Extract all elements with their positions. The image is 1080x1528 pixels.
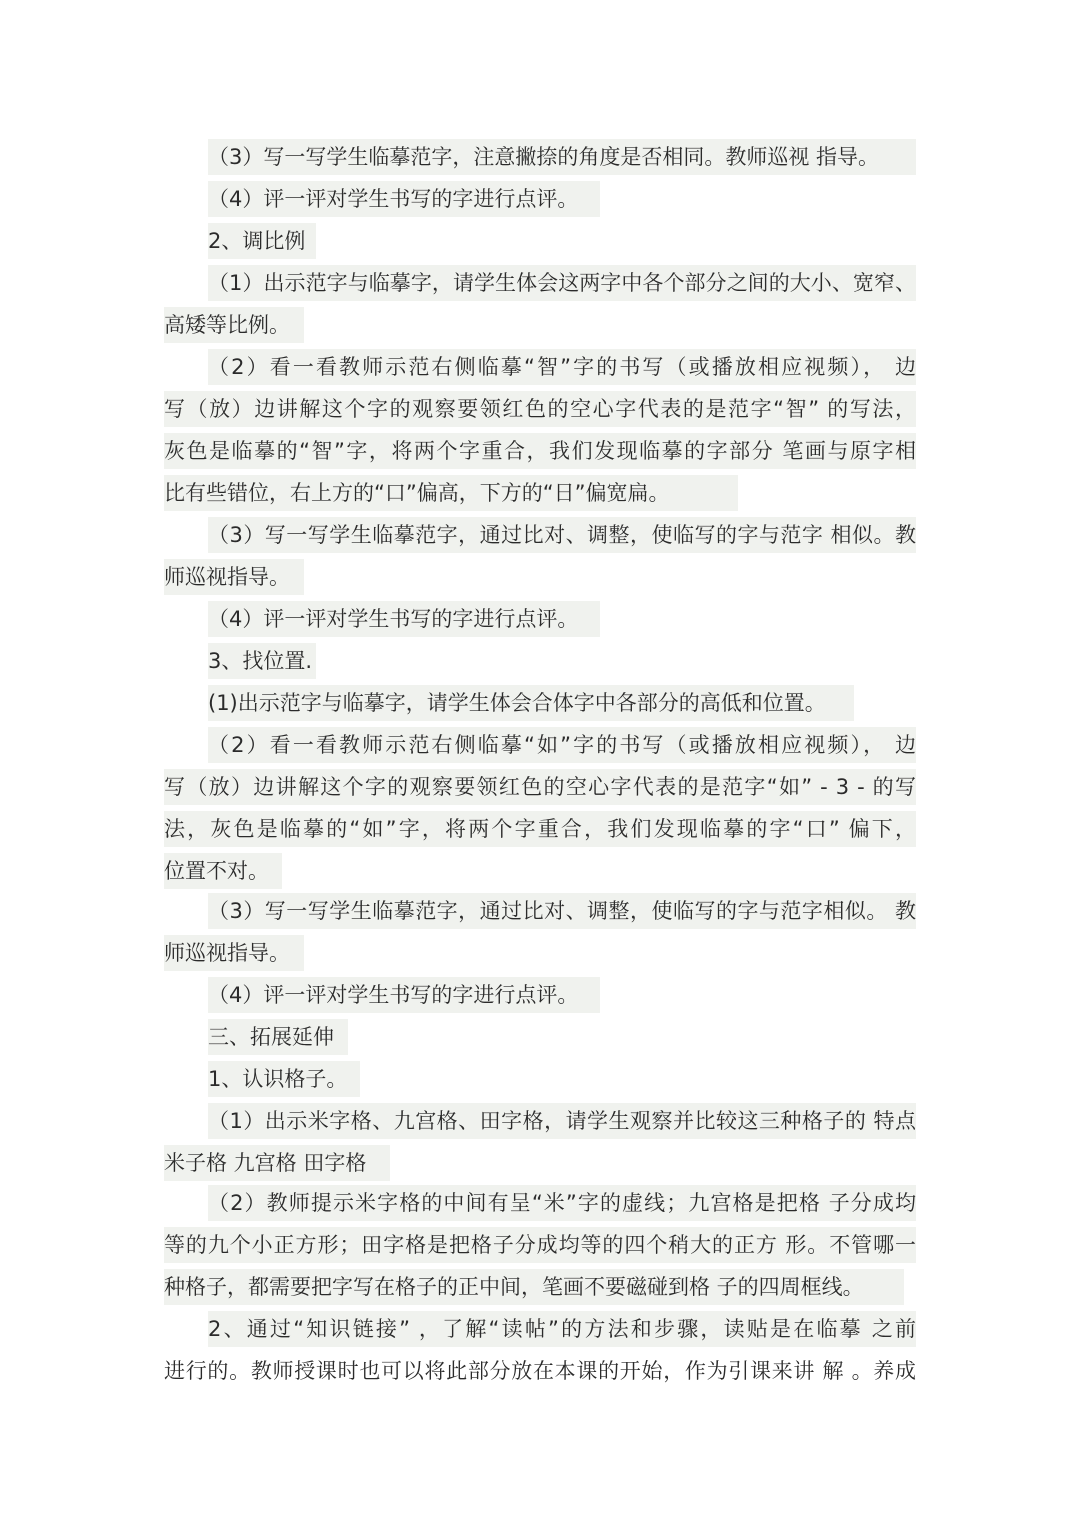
text-line: 2、通过“知识链接” ，了解“读帖”的方法和步骤，读贴是在临摹 之前 (208, 1311, 916, 1347)
text-line: 位置不对。 (164, 853, 282, 889)
text-line: （3）写一写学生临摹范字，通过比对、调整，使临写的字与范字相似。 教 (208, 893, 916, 929)
text-line: （2）看一看教师示范右侧临摹“智”字的书写（或播放相应视频）， 边 (208, 349, 916, 385)
text-line: （1）出示米字格、九宫格、田字格，请学生观察并比较这三种格子的 特点 (208, 1103, 916, 1139)
text-line: 师巡视指导。 (164, 935, 304, 971)
section-heading: 三、拓展延伸 (208, 1019, 348, 1055)
text-line: 师巡视指导。 (164, 559, 304, 595)
text-line: （3）写一写学生临摹范字，注意撇捺的角度是否相同。教师巡视 指导。 (208, 139, 916, 175)
text-line: （4）评一评对学生书写的字进行点评。 (208, 181, 600, 217)
text-line: 写（放）边讲解这个字的观察要领红色的空心字代表的是范字“智” 的写法， (164, 391, 916, 427)
text-line: 比有些错位，右上方的“口”偏高，下方的“日”偏宽扁。 (164, 475, 738, 511)
text-line: (1)出示范字与临摹字，请学生体会合体字中各部分的高低和位置。 (208, 685, 854, 721)
text-line: （4）评一评对学生书写的字进行点评。 (208, 977, 600, 1013)
text-line: （3）写一写学生临摹范字，通过比对、调整，使临写的字与范字 相似。教 (208, 517, 916, 553)
text-line: 高矮等比例。 (164, 307, 304, 343)
text-line: 等的九个小正方形；田字格是把格子分成均等的四个稍大的正方 形。不管哪一 (164, 1227, 916, 1263)
section-heading: 1、认识格子。 (208, 1061, 360, 1097)
text-line: 灰色是临摹的“智”字，将两个字重合，我们发现临摹的字部分 笔画与原字相 (164, 433, 916, 469)
text-line: 进行的。教师授课时也可以将此部分放在本课的开始，作为引课来讲 解 。养成 (164, 1359, 916, 1383)
text-line: 写（放）边讲解这个字的观察要领红色的空心字代表的是范字“如” - 3 - 的写 (164, 769, 916, 805)
text-line: （1）出示范字与临摹字，请学生体会这两字中各个部分之间的大小、宽窄、 (208, 265, 916, 301)
text-line: 米子格 九宫格 田字格 (164, 1145, 390, 1181)
section-heading: 2、调比例 (208, 223, 316, 259)
section-heading: 3、找位置. (208, 643, 316, 679)
text-line: （2）看一看教师示范右侧临摹“如”字的书写（或播放相应视频）， 边 (208, 727, 916, 763)
text-line: 法，灰色是临摹的“如”字，将两个字重合，我们发现临摹的字“口” 偏下， (164, 811, 916, 847)
text-line: （2）教师提示米字格的中间有呈“米”字的虚线；九宫格是把格 子分成均 (208, 1185, 916, 1221)
text-line: （4）评一评对学生书写的字进行点评。 (208, 601, 600, 637)
text-line: 种格子，都需要把字写在格子的正中间，笔画不要磁碰到格 子的四周框线。 (164, 1269, 904, 1305)
